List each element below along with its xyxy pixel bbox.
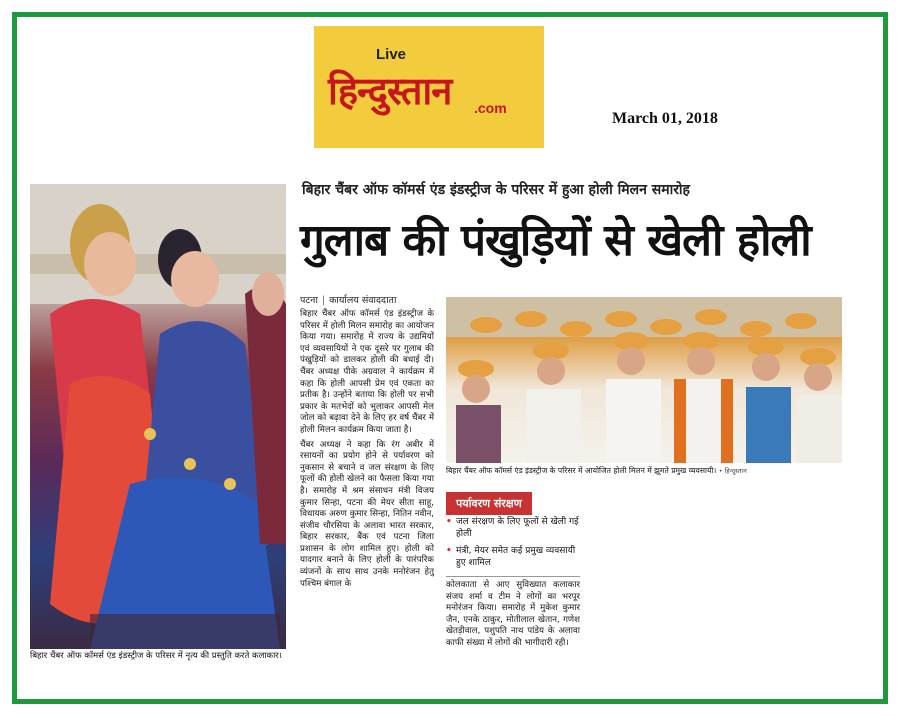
section-divider xyxy=(446,576,580,577)
group-photo-caption xyxy=(446,466,846,476)
byline-place: पटना xyxy=(300,295,318,306)
group-caption-text: बिहार चैंबर ऑफ कॉमर्स एंड इंडस्ट्रीज के परिसर में आयोजित होली मिलन में झूमते प्रमुख व्यवसायी। xyxy=(446,466,717,475)
byline-author: कार्यालय संवाददाता xyxy=(329,295,397,306)
article-kicker: बिहार चैंबर ऑफ कॉमर्स एंड इंडस्ट्रीज के परिसर में हुआ होली मिलन समारोह xyxy=(302,182,690,198)
newspaper-logo xyxy=(314,26,544,148)
section-box-title: पर्यावरण संरक्षण xyxy=(446,492,532,515)
article-body xyxy=(300,309,434,593)
publication-date: March 01, 2018 xyxy=(612,110,718,127)
highlight-bullets xyxy=(446,516,586,574)
article-paragraph: बिहार चैंबर ऑफ कॉमर्स एंड इंडस्ट्रीज के परिसर में होली मिलन समारोह का आयोजन किया गया। समारोह में राज्य के उद्यमियों एवं व्यवसायियों ने एक दूसरे पर गुलाब की पंखुड़ियों को डालकर होली की बधाई दी। चैंबर अध्यक्ष पीके अग्रवाल ने कार्यक्रम में कहा कि होली आपसी प्रेम एवं एकता का प्रतीक है। उन्होंने बताया कि होली पर सभी प्रकार के मतभेदों को भुलाकर आपसी मेल जोल को बढ़ावा देने के लिए हर वर्ष चैंबर में होली मिलन कार्यक्रम किया जाता है। xyxy=(300,309,434,435)
logo-com-text: .com xyxy=(474,100,507,116)
article-continuation: कोलकाता से आए सुविख्यात कलाकार संजय शर्मा व टीम ने लोगों का भरपूर मनोरंजन किया। समारोह में मुकेश कुमार जैन, एनके ठाकुर, मोतीलाल खेतान, गणेश खेतड़ीवाल, पशुपति नाथ पांडेय के अलावा काफी संख्या में लोगों की भागीदारी रही। xyxy=(446,580,580,648)
photo-credit: • हिन्दुस्तान xyxy=(718,467,747,475)
article-byline: पटना | कार्यालय संवाददाता xyxy=(300,295,397,306)
logo-live-text: Live xyxy=(376,46,407,63)
article-paragraph: चैंबर अध्यक्ष ने कहा कि रंग अबीर में रसायनों का प्रयोग होने से पर्यावरण को नुकसान से बचाने व जल संरक्षण के लिए फूलों की होली खेलने का फैसला किया गया है। समारोह में श्रम संसाधन मंत्री विजय कुमार सिन्हा, पटना की मेयर सीता साहू, विधायक अरुण कुमार सिन्हा, नितिन नवीन, संजीव चौरसिया के अलावा भारत सरकार, बिहार सरकार, बैंक एवं पटना जिला प्रशासन के लोग शामिल हुए। होली को यादगार बनाने के लिए होली के पारंपरिक व्यंजनों के साथ साथ उनके मनोरंजन हेतु पश्चिम बंगाल के xyxy=(300,439,434,589)
bullet-item: • मंत्री, मेयर समेत कई प्रमुख व्यवसायी हुए शामिल xyxy=(446,545,586,569)
bullet-item: • जल संरक्षण के लिए फूलों से खेली गई होली xyxy=(446,516,586,540)
group-photo xyxy=(446,297,842,463)
dance-performance-photo xyxy=(30,184,286,649)
logo-main-text: हिन्दुस्तान xyxy=(328,69,452,113)
dance-photo-caption: बिहार चैंबर ऑफ कॉमर्स एंड इंडस्ट्रीज के परिसर में नृत्य की प्रस्तुति करते कलाकार। xyxy=(30,651,282,661)
article-headline: गुलाब की पंखुड़ियों से खेली होली xyxy=(300,215,811,266)
